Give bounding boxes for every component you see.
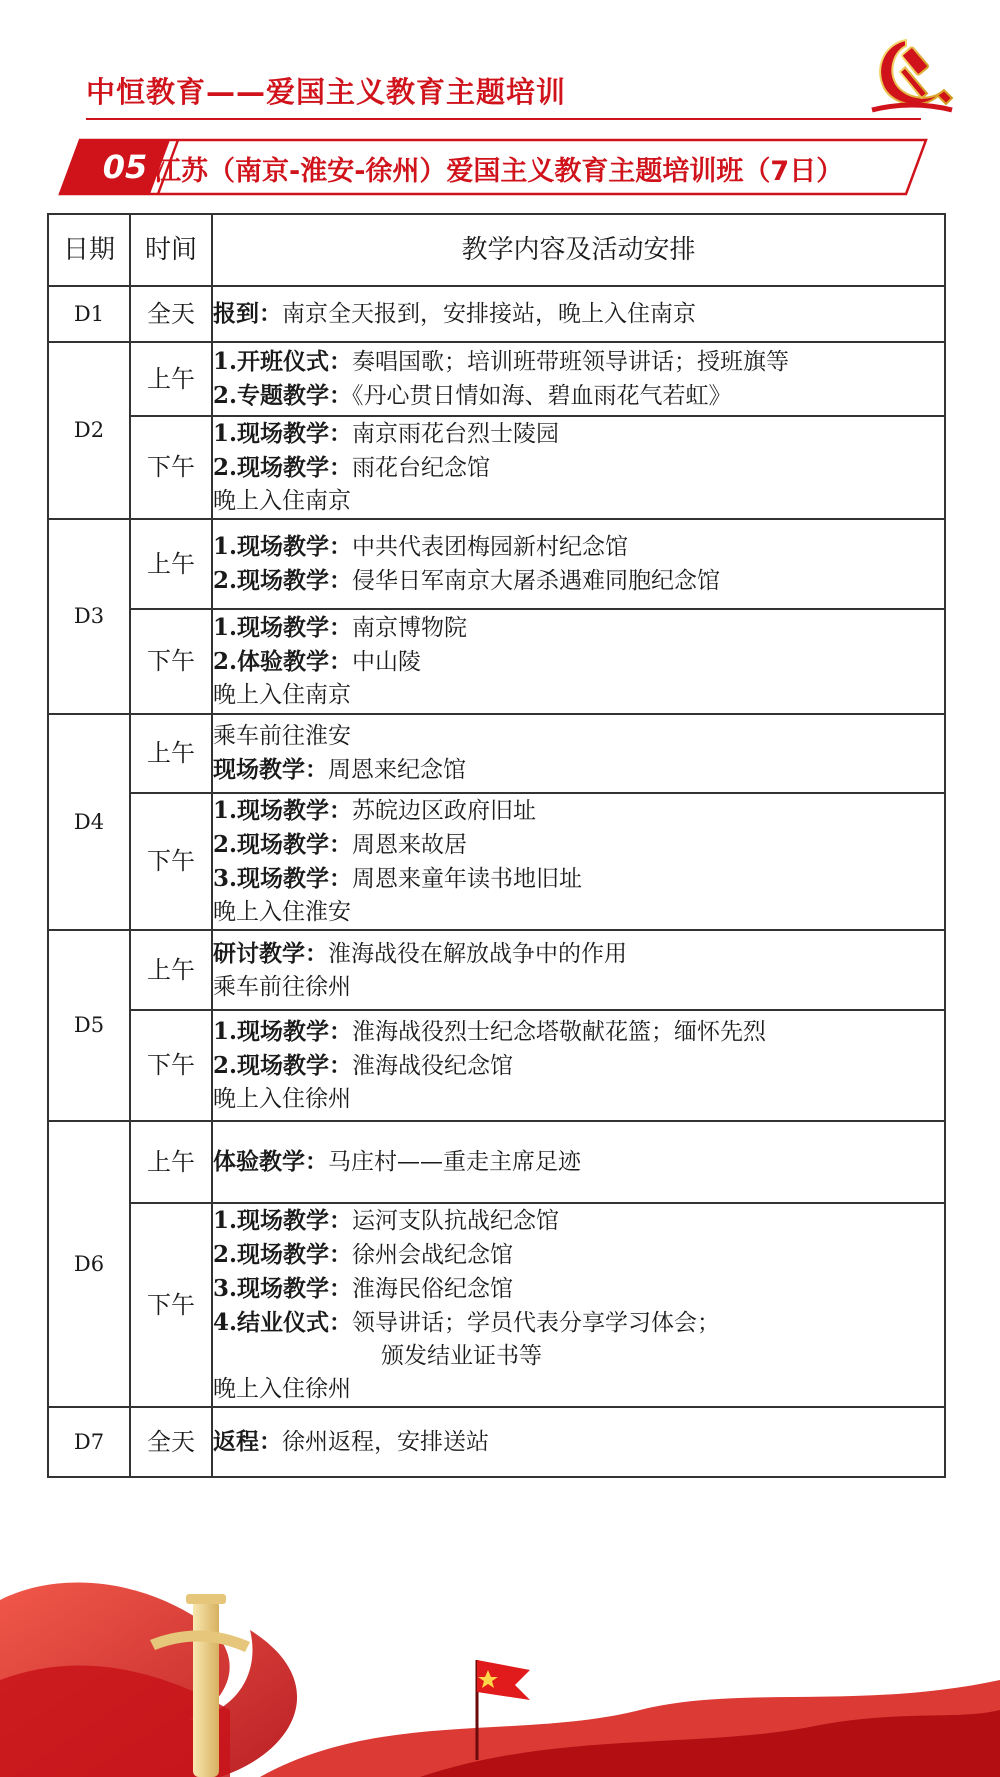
time-cell: 上午	[130, 342, 212, 416]
header-time: 时间	[130, 214, 212, 286]
content-cell: 返程：徐州返程，安排送站	[212, 1407, 945, 1477]
red-flag-ribbon-decoration	[0, 1560, 1000, 1777]
day-cell: D4	[48, 714, 130, 930]
header-content: 教学内容及活动安排	[212, 214, 945, 286]
content-cell: 研讨教学：淮海战役在解放战争中的作用 乘车前往徐州	[212, 930, 945, 1010]
content-cell: 1.现场教学：南京雨花台烈士陵园 2.现场教学：雨花台纪念馆 晚上入住南京	[212, 416, 945, 519]
time-cell: 下午	[130, 793, 212, 930]
table-row	[48, 930, 945, 1010]
time-cell: 全天	[130, 286, 212, 342]
day-cell: D5	[48, 930, 130, 1121]
table-row	[48, 286, 945, 342]
content-cell: 1.现场教学：苏皖边区政府旧址 2.现场教学：周恩来故居 3.现场教学：周恩来童年读书地旧址 晚上入住淮安	[212, 793, 945, 930]
content-cell: 1.现场教学：中共代表团梅园新村纪念馆 2.现场教学：侵华日军南京大屠杀遇难同胞纪念馆	[212, 519, 945, 609]
table-row	[48, 714, 945, 793]
table-header-row	[48, 214, 945, 286]
day-cell: D1	[48, 286, 130, 342]
table-row	[48, 1121, 945, 1203]
time-cell: 全天	[130, 1407, 212, 1477]
time-cell: 下午	[130, 416, 212, 519]
content-cell: 体验教学：马庄村——重走主席足迹	[212, 1121, 945, 1203]
table-row	[48, 1407, 945, 1477]
time-cell: 上午	[130, 930, 212, 1010]
header-divider	[86, 118, 921, 120]
day-cell: D6	[48, 1121, 130, 1407]
table-row	[48, 416, 945, 519]
table-row	[48, 519, 945, 609]
time-cell: 下午	[130, 1010, 212, 1121]
table-row	[48, 1203, 945, 1407]
table-row	[48, 1010, 945, 1121]
header-day: 日期	[48, 214, 130, 286]
day-cell: D3	[48, 519, 130, 714]
table-row	[48, 793, 945, 930]
section-title: 江苏（南京-淮安-徐州）爱国主义教育主题培训班（7日）	[154, 156, 844, 187]
day-cell: D7	[48, 1407, 130, 1477]
time-cell: 上午	[130, 1121, 212, 1203]
table-row	[48, 609, 945, 714]
content-cell: 1.开班仪式：奏唱国歌；培训班带班领导讲话；授班旗等 2.专题教学：《丹心贯日情如海、碧血雨花气若虹》	[212, 342, 945, 416]
schedule-table	[47, 213, 946, 1478]
time-cell: 下午	[130, 1203, 212, 1407]
content-cell: 1.现场教学：南京博物院 2.体验教学：中山陵 晚上入住南京	[212, 609, 945, 714]
time-cell: 下午	[130, 609, 212, 714]
hammer-sickle-icon	[866, 30, 958, 122]
section-banner	[58, 138, 928, 196]
time-cell: 上午	[130, 714, 212, 793]
day-cell: D2	[48, 342, 130, 519]
content-cell: 1.现场教学：运河支队抗战纪念馆 2.现场教学：徐州会战纪念馆 3.现场教学：淮海民俗纪念馆 4.结业仪式：领导讲话；学员代表分享学习体会； 颁发结业证书等 晚上入住徐州	[212, 1203, 945, 1407]
content-cell: 报到：南京全天报到，安排接站，晚上入住南京	[212, 286, 945, 342]
table-row	[48, 342, 945, 416]
time-cell: 上午	[130, 519, 212, 609]
content-cell: 乘车前往淮安 现场教学：周恩来纪念馆	[212, 714, 945, 793]
page-header-title: 中恒教育——爱国主义教育主题培训	[86, 75, 567, 109]
content-cell: 1.现场教学：淮海战役烈士纪念塔敬献花篮；缅怀先烈 2.现场教学：淮海战役纪念馆 晚上入住徐州	[212, 1010, 945, 1121]
section-number: 05	[102, 148, 148, 186]
